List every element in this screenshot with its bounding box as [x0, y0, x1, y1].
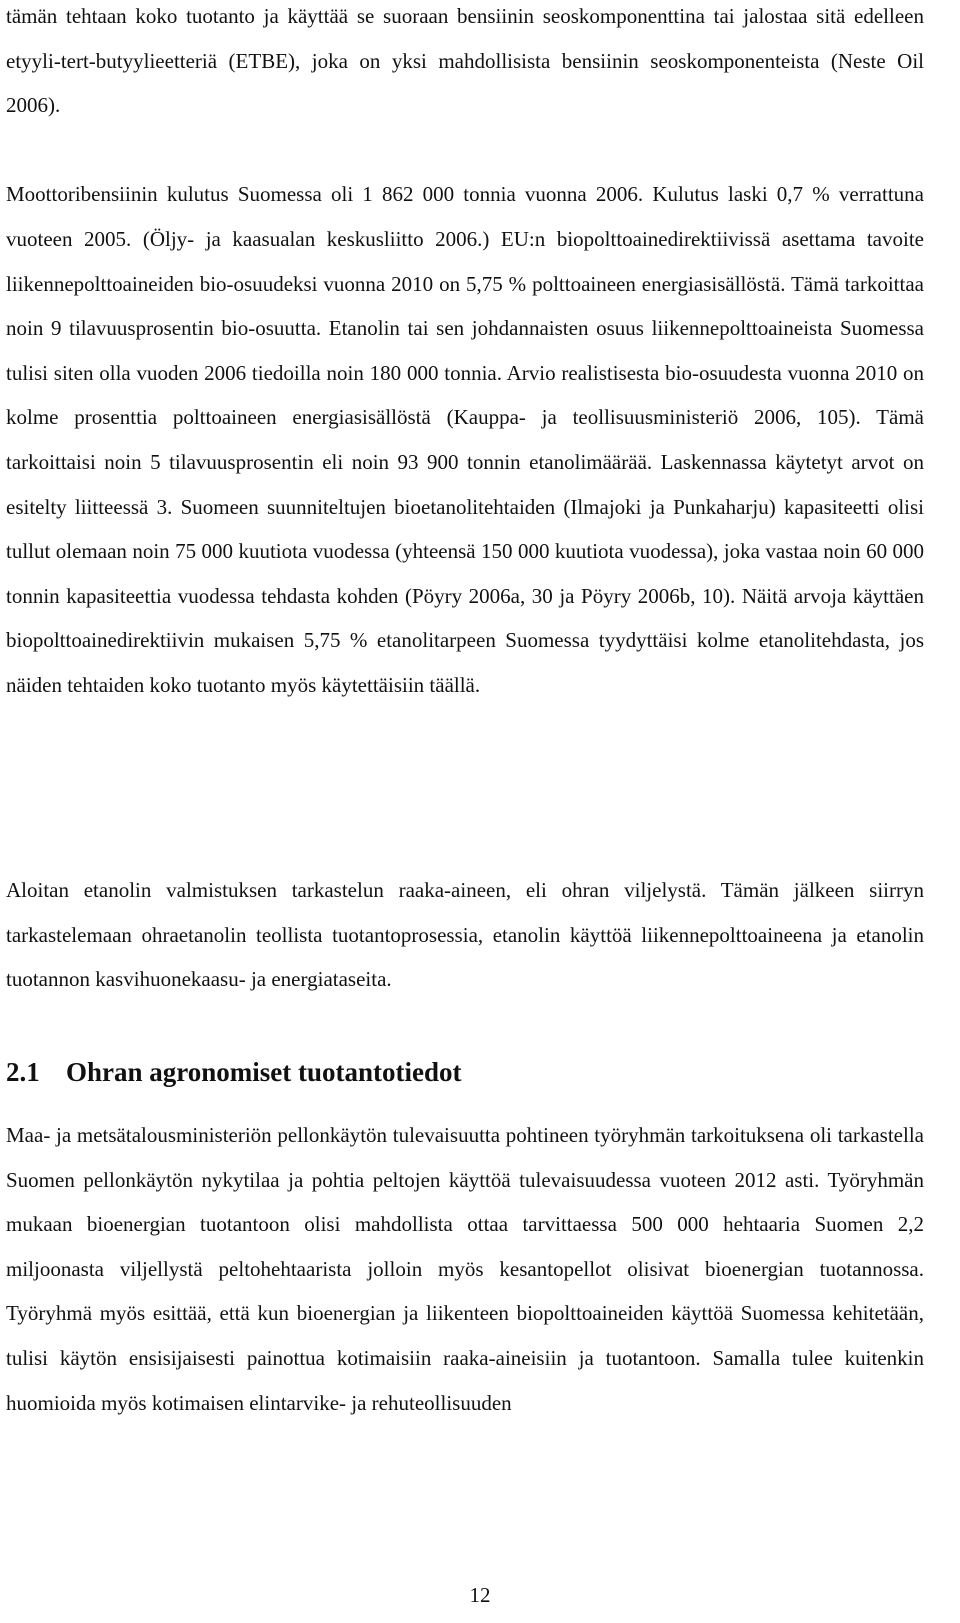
paragraph-field-use: Maa- ja metsätalousministeriön pellonkäytön tulevaisuutta pohtineen työryhmän tarkoituksena oli tarkastella Suomen pellonkäytön nykytilaa ja pohtia peltojen käyttöä tulevaisuudessa vuoteen 2012 asti. Työryhmän mukaan bioenergian tuotantoon olisi mahdollista ottaa tarvittaessa 500 000 hehtaaria Suomen 2,2 miljoonasta viljellystä peltohehtaarista jolloin myös kesantopellot olisivat bioenergian tuotannossa. Työryhmä myös esittää, että kun bioenergian ja liikenteen biopolttoaineiden käyttöä Suomessa kehitetään, tulisi käytön ensisijaisesti painottua kotimaisiin raaka-aineisiin ja tuotantoon. Samalla tulee kuitenkin huomioida myös kotimaisen elintarvike- ja rehuteollisuuden	[6, 1123, 924, 1415]
page-number: 12	[469, 1583, 491, 1607]
section-heading	[6, 1052, 924, 1092]
paragraph-gasoline-consumption: Moottoribensiinin kulutus Suomessa oli 1 862 000 tonnia vuonna 2006. Kulutus laski 0,7 % verrattuna vuoteen 2005. (Öljy- ja kaasualan keskusliitto 2006.) EU:n biopolttoainedirektiivissä asettama tavoite liikennepolttoaineiden bio-osuudeksi vuonna 2010 on 5,75 % polttoaineen energiasisällöstä. Tämä tarkoittaa noin 9 tilavuusprosentin bio-osuutta. Etanolin tai sen johdannaisten osuus liikennepolttoaineista Suomessa tulisi siten olla vuoden 2006 tiedoilla noin 180 000 tonnia. Arvio realistisesta bio-osuudesta vuonna 2010 on kolme prosenttia polttoaineen energiasisällöstä (Kauppa- ja teollisuusministeriö 2006, 105). Tämä tarkoittaisi noin 5 tilavuusprosentin eli noin 93 900 tonnin etanolimäärää. Laskennassa käytetyt arvot on esitelty liitteessä 3. Suomeen suunniteltujen bioetanolitehtaiden (Ilmajoki ja Punkaharju) kapasiteetti olisi tullut olemaan noin 75 000 kuutiota vuodessa (yhteensä 150 000 kuutiota vuodessa), joka vastaa noin 60 000 tonnin kapasiteettia vuodessa tehdasta kohden (Pöyry 2006a, 30 ja Pöyry 2006b, 10). Näitä arvoja käyttäen biopolttoainedirektiivin mukaisen 5,75 % etanolitarpeen Suomessa tyydyttäisi kolme etanolitehdasta, jos näiden tehtaiden koko tuotanto myös käytettäisiin täällä.	[6, 182, 924, 697]
paragraph-outline: Aloitan etanolin valmistuksen tarkastelun raaka-aineen, eli ohran viljelystä. Tämän jälkeen siirryn tarkastelemaan ohraetanolin teollista tuotantoprosessia, etanolin käyttöä liikennepolttoaineena ja etanolin tuotannon kasvihuonekaasu- ja energiataseita.	[6, 878, 924, 992]
paragraph-group-fuel-consumption	[6, 0, 924, 708]
section-number: 2.1	[6, 1057, 40, 1087]
section-title: Ohran agronomiset tuotantotiedot	[66, 1057, 462, 1087]
paragraph-etbe: tämän tehtaan koko tuotanto ja käyttää se suoraan bensiinin seoskomponenttina tai jalostaa sitä edelleen etyyli-tert-butyylieetteriä (ETBE), joka on yksi mahdollisista bensiinin seoskomponenteista (Neste Oil 2006).	[6, 4, 924, 118]
